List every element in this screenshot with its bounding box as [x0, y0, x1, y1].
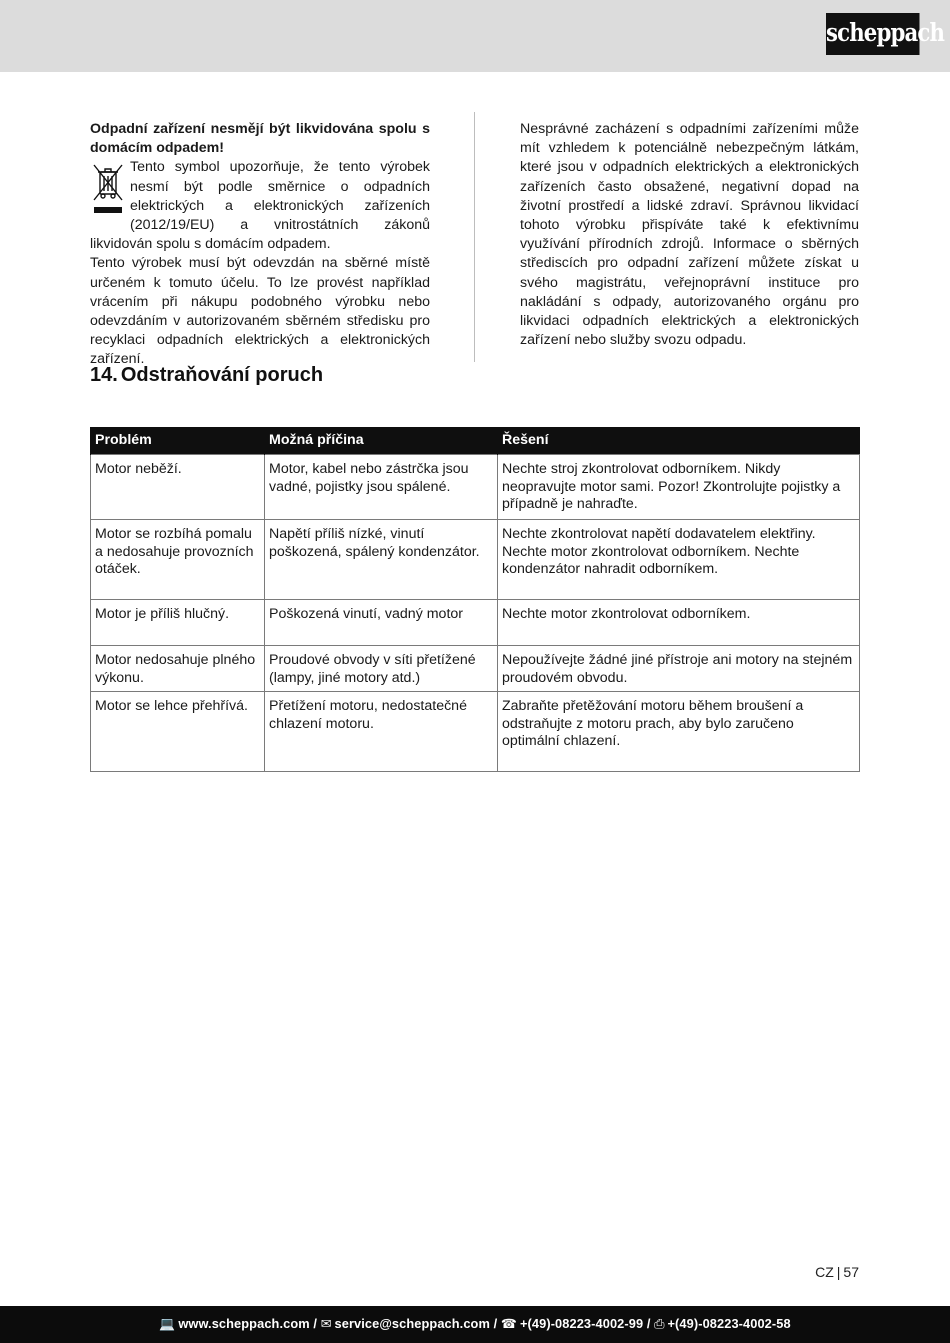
cell-cause: Přetížení motoru, nedostatečné chlazení motoru. [265, 692, 498, 772]
cell-problem: Motor je příliš hlučný. [91, 600, 265, 646]
page-number-value: 57 [843, 1264, 859, 1280]
envelope-icon: ✉ [320, 1316, 332, 1331]
header-cause: Možná příčina [265, 427, 498, 455]
disposal-warning-title: Odpadní zařízení nesmějí být likvidována spolu s domácím odpadem! [90, 121, 430, 157]
footer-contact-line [0, 1316, 950, 1332]
footer-separator: / [489, 1316, 501, 1331]
disposal-right-column [520, 120, 859, 350]
table-header-row [91, 427, 860, 455]
footer-website[interactable]: www.scheppach.com [178, 1316, 310, 1331]
computer-icon: 💻 [159, 1316, 176, 1331]
page-number [780, 1264, 859, 1280]
environment-paragraph: Nesprávné zacházení s odpadními zařízeními může mít vzhledem k potenciálně nebezpečným látkám, které jsou v odpadních elektrických a elektronických zařízeních často obsažené, negativní dopad na životní prostředí a lidské zdraví. Správnou likvidací tohoto výrobku přispíváte také k efektivnímu využívání přírodních zdrojů. Informace o sběrných střediscích pro odpadní zařízení můžete získat u svého magistrátu, veřejnoprávní instituce pro nakládání s odpady, autorizovaného orgánu pro likvidaci odpadních elektrických a elektronických zařízení nebo služby svozu odpadu. [520, 121, 859, 349]
telephone-icon: ☎ [500, 1316, 517, 1331]
disposal-left-column [90, 120, 430, 370]
cell-solution: Nepoužívejte žádné jiné přístroje ani motory na stejném proudovém obvodu. [498, 646, 860, 692]
footer-email[interactable]: service@scheppach.com [334, 1316, 490, 1331]
cell-cause: Napětí příliš nízké, vinutí poškozená, spálený kondenzátor. [265, 520, 498, 600]
troubleshooting-table [90, 427, 860, 772]
footer-separator: / [309, 1316, 321, 1331]
section-heading [90, 364, 323, 387]
footer-phone: +(49)-08223-4002-99 [519, 1316, 644, 1331]
cell-cause: Proudové obvody v síti přetížené (lampy, jiné motory atd.) [265, 646, 498, 692]
cell-cause: Motor, kabel nebo zástrčka jsou vadné, pojistky jsou spálené. [265, 455, 498, 520]
page-language: CZ [815, 1264, 834, 1280]
table-row [91, 646, 860, 692]
header-problem: Problém [91, 427, 265, 455]
cell-solution: Zabraňte přetěžování motoru během broušení a odstraňujte z motoru prach, aby bylo zaručeno optimální chlazení. [498, 692, 860, 772]
cell-problem: Motor neběží. [91, 455, 265, 520]
header-band [0, 0, 950, 72]
table-row [91, 692, 860, 772]
table-row [91, 455, 860, 520]
footer-separator: / [643, 1316, 655, 1331]
weee-crossed-bin-icon [90, 160, 126, 216]
cell-problem: Motor nedosahuje plného výkonu. [91, 646, 265, 692]
scheppach-logo: scheppach [826, 13, 920, 55]
footer-band [0, 1306, 950, 1343]
header-solution: Řešení [498, 427, 860, 455]
return-paragraph: Tento výrobek musí být odevzdán na sběrné místě určeném k tomuto účelu. To lze provést například vrácením při nákupu podobného výrobku nebo odevzdáním v autorizovaném sběrném středisku pro recyklaci odpadních elektrických a elektronických zařízení. [90, 255, 430, 368]
cell-problem: Motor se lehce přehřívá. [91, 692, 265, 772]
section-number: 14. [90, 364, 118, 386]
footer-fax: +(49)-08223-4002-58 [667, 1316, 791, 1331]
fax-icon: ⎙ [654, 1316, 665, 1331]
column-divider [474, 112, 475, 362]
cell-cause: Poškozená vinutí, vadný motor [265, 600, 498, 646]
table-row [91, 520, 860, 600]
page-separator: | [836, 1264, 841, 1280]
weee-symbol-paragraph: Tento symbol upozorňuje, že tento výrobek nesmí být podle směrnice o odpadních elektrických a elektronických zařízeních (2012/19/EU) a vnitrostátních zákonů likvidován spolu s domácím odpadem. [90, 159, 430, 253]
cell-problem: Motor se rozbíhá pomalu a nedosahuje provozních otáček. [91, 520, 265, 600]
cell-solution: Nechte stroj zkontrolovat odborníkem. Nikdy neopravujte motor sami. Pozor! Zkontrolujte pojistky a případně je nahraďte. [498, 455, 860, 520]
cell-solution: Nechte zkontrolovat napětí dodavatelem elektřiny. Nechte motor zkontrolovat odborníkem. Nechte kondenzátor nahradit odborníkem. [498, 520, 860, 600]
section-title: Odstraňování poruch [120, 364, 324, 386]
cell-solution: Nechte motor zkontrolovat odborníkem. [498, 600, 860, 646]
table-row [91, 600, 860, 646]
